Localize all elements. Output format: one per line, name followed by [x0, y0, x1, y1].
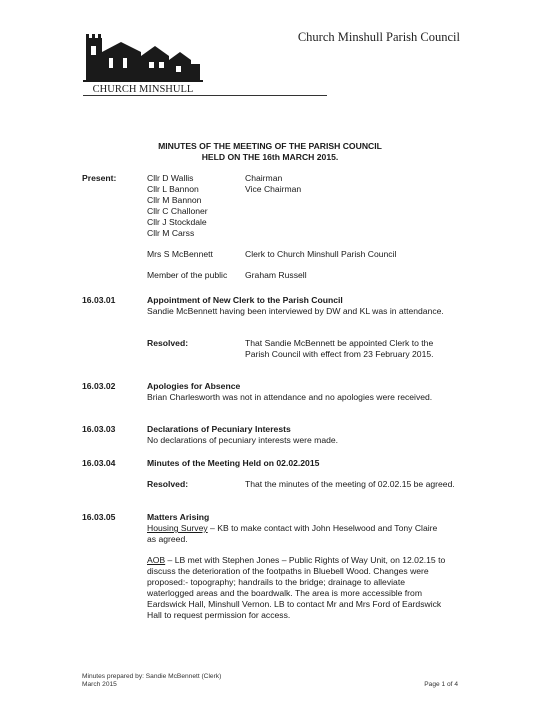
housing-survey-label: Housing Survey: [147, 523, 208, 533]
member-name: Cllr M Bannon: [147, 195, 202, 205]
present-label: Present:: [82, 173, 117, 183]
header-rule: [83, 95, 327, 96]
member-role: Vice Chairman: [245, 184, 302, 194]
aob-text: – LB met with Stephen Jones – Public Rights of Way Unit, on 12.02.15 to discuss the deterioration of the footpaths in Bluebell Wood. Changes were proposed:- topography; handrails to the bridge; drainage to alleviate waterlogged areas and the boardwalk. The area is more accessible from Eardswick Hall, Minshull Vernon. LB to contact Mr and Mrs Ford of Eardswick Hall to request permission for access.: [147, 555, 446, 620]
member-name: Cllr M Carss: [147, 228, 195, 238]
footer-page-number: Page 1 of 4: [424, 681, 458, 688]
member-name: Cllr J Stockdale: [147, 217, 207, 227]
public-label: Member of the public: [147, 270, 228, 280]
minutes-title-line1: MINUTES OF THE MEETING OF THE PARISH COUNCIL: [158, 141, 382, 151]
item-number: 16.03.04: [82, 458, 116, 468]
matters-aob: [147, 555, 447, 621]
item-heading: Minutes of the Meeting Held on 02.02.2015: [147, 458, 320, 468]
resolved-label: Resolved:: [147, 479, 189, 489]
member-role: Chairman: [245, 173, 283, 183]
public-name: Graham Russell: [245, 270, 307, 280]
church-minshull-logo: [83, 30, 203, 96]
housing-survey-text: – KB to make contact with John Heselwood and Tony Claire as agreed.: [147, 523, 438, 544]
item-number: 16.03.05: [82, 512, 116, 522]
member-name: Cllr D Wallis: [147, 173, 194, 183]
clerk-name: Mrs S McBennett: [147, 249, 213, 259]
footer-date: March 2015: [82, 681, 117, 688]
item-heading: Matters Arising: [147, 512, 210, 522]
item-number: 16.03.03: [82, 424, 116, 434]
item-number: 16.03.02: [82, 381, 116, 391]
matters-housing-survey: [147, 523, 447, 545]
resolved-text: That the minutes of the meeting of 02.02.15 be agreed.: [245, 479, 455, 489]
clerk-role: Clerk to Church Minshull Parish Council: [245, 249, 397, 259]
item-body: Brian Charlesworth was not in attendance and no apologies were received.: [147, 392, 433, 402]
logo-text: CHURCH MINSHULL: [92, 84, 194, 95]
item-heading: Declarations of Pecuniary Interests: [147, 424, 291, 434]
item-heading: Appointment of New Clerk to the Parish Council: [147, 295, 343, 305]
minutes-title-line2: HELD ON THE 16th MARCH 2015.: [201, 152, 339, 162]
resolved-label: Resolved:: [147, 338, 189, 348]
resolved-text: That Sandie McBennett be appointed Clerk to the Parish Council with effect from 23 February 2015.: [245, 338, 434, 359]
member-name: Cllr L Bannon: [147, 184, 199, 194]
member-name: Cllr C Challoner: [147, 206, 208, 216]
footer-prepared-by: Minutes prepared by: Sandie McBennett (Clerk): [82, 673, 222, 680]
aob-label: AOB: [147, 555, 166, 565]
item-number: 16.03.01: [82, 295, 116, 305]
council-name: Church Minshull Parish Council: [297, 30, 460, 44]
item-heading: Apologies for Absence: [147, 381, 241, 391]
item-body: Sandie McBennett having been interviewed by DW and KL was in attendance.: [147, 306, 444, 316]
item-body: No declarations of pecuniary interests were made.: [147, 435, 339, 445]
